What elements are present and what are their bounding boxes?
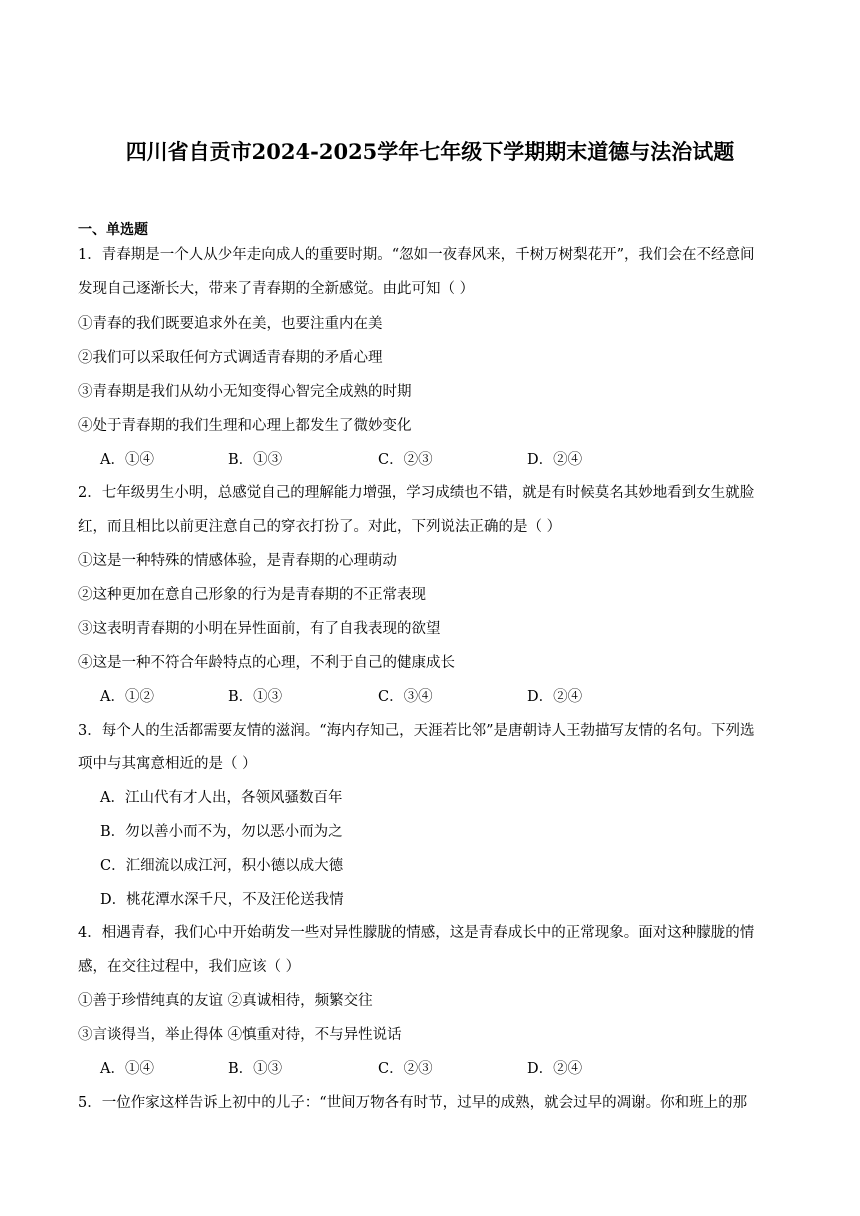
q4-item-row: ③言谈得当，举止得体 ④慎重对待，不与异性说话: [78, 1027, 402, 1043]
q1-option-b[interactable]: B．①③: [228, 452, 283, 468]
q3-option-a[interactable]: A．江山代有才人出，各领风骚数百年: [100, 790, 343, 806]
page-title: 四川省自贡市2024-2025学年七年级下学期期末道德与法治试题: [125, 139, 735, 164]
q5-stem-line1: 5．一位作家这样告诉上初中的儿子：“世间万物各有时节，过早的成熟，就会过早的凋谢。你和班上的那: [78, 1095, 748, 1111]
q2-stem-line1: 2．七年级男生小明，总感觉自己的理解能力增强，学习成绩也不错，就是有时候莫名其妙地看到女生就脸: [78, 485, 755, 501]
q4-stem-line1: 4．相遇青春，我们心中开始萌发一些对异性朦胧的情感，这是青春成长中的正常现象。面对这种朦胧的情: [78, 925, 755, 941]
q1-stem-line1: 1．青春期是一个人从少年走向成人的重要时期。“忽如一夜春风来，千树万树梨花开”，我们会在不经意间: [78, 247, 755, 263]
q2-option-d[interactable]: D．②④: [527, 689, 583, 705]
q2-item: ①这是一种特殊的情感体验，是青春期的心理萌动: [78, 553, 397, 569]
q1-option-d[interactable]: D．②④: [527, 452, 583, 468]
q3-option-d[interactable]: D．桃花潭水深千尺，不及汪伦送我情: [100, 892, 344, 908]
q3-stem-line1: 3．每个人的生活都需要友情的滋润。“海内存知己，天涯若比邻”是唐朝诗人王勃描写友情的名句。下列选: [78, 723, 755, 739]
q1-stem-line2: 发现自己逐渐长大，带来了青春期的全新感觉。由此可知（ ）: [78, 281, 475, 297]
q4-option-a[interactable]: A．①④: [100, 1061, 154, 1077]
q1-item: ①青春的我们既要追求外在美，也要注重内在美: [78, 316, 383, 332]
q2-item: ③这表明青春期的小明在异性面前，有了自我表现的欲望: [78, 621, 441, 637]
q1-option-c[interactable]: C．②③: [378, 452, 433, 468]
q3-stem-line2: 项中与其寓意相近的是（ ）: [78, 756, 257, 772]
q1-option-a[interactable]: A．①④: [100, 452, 154, 468]
q1-item: ②我们可以采取任何方式调适青春期的矛盾心理: [78, 350, 383, 366]
q3-option-b[interactable]: B．勿以善小而不为，勿以恶小而为之: [100, 824, 343, 840]
q4-item-row: ①善于珍惜纯真的友谊 ②真诚相待，频繁交往: [78, 993, 373, 1009]
q4-option-b[interactable]: B．①③: [228, 1061, 283, 1077]
q2-option-b[interactable]: B．①③: [228, 689, 283, 705]
q1-item: ④处于青春期的我们生理和心理上都发生了微妙变化: [78, 418, 412, 434]
q3-option-c[interactable]: C．汇细流以成江河，积小德以成大德: [100, 858, 344, 874]
q4-option-c[interactable]: C．②③: [378, 1061, 433, 1077]
q2-item: ④这是一种不符合年龄特点的心理，不利于自己的健康成长: [78, 655, 455, 671]
q4-option-d[interactable]: D．②④: [527, 1061, 583, 1077]
q2-option-a[interactable]: A．①②: [100, 689, 154, 705]
q2-item: ②这种更加在意自己形象的行为是青春期的不正常表现: [78, 587, 426, 603]
q1-item: ③青春期是我们从幼小无知变得心智完全成熟的时期: [78, 384, 412, 400]
q4-stem-line2: 感，在交往过程中，我们应该（ ）: [78, 959, 301, 975]
q2-stem-line2: 红，而且相比以前更注意自己的穿衣打扮了。对此，下列说法正确的是（ ）: [78, 519, 562, 535]
q2-option-c[interactable]: C．③④: [378, 689, 433, 705]
section-heading: 一、单选题: [78, 222, 148, 238]
